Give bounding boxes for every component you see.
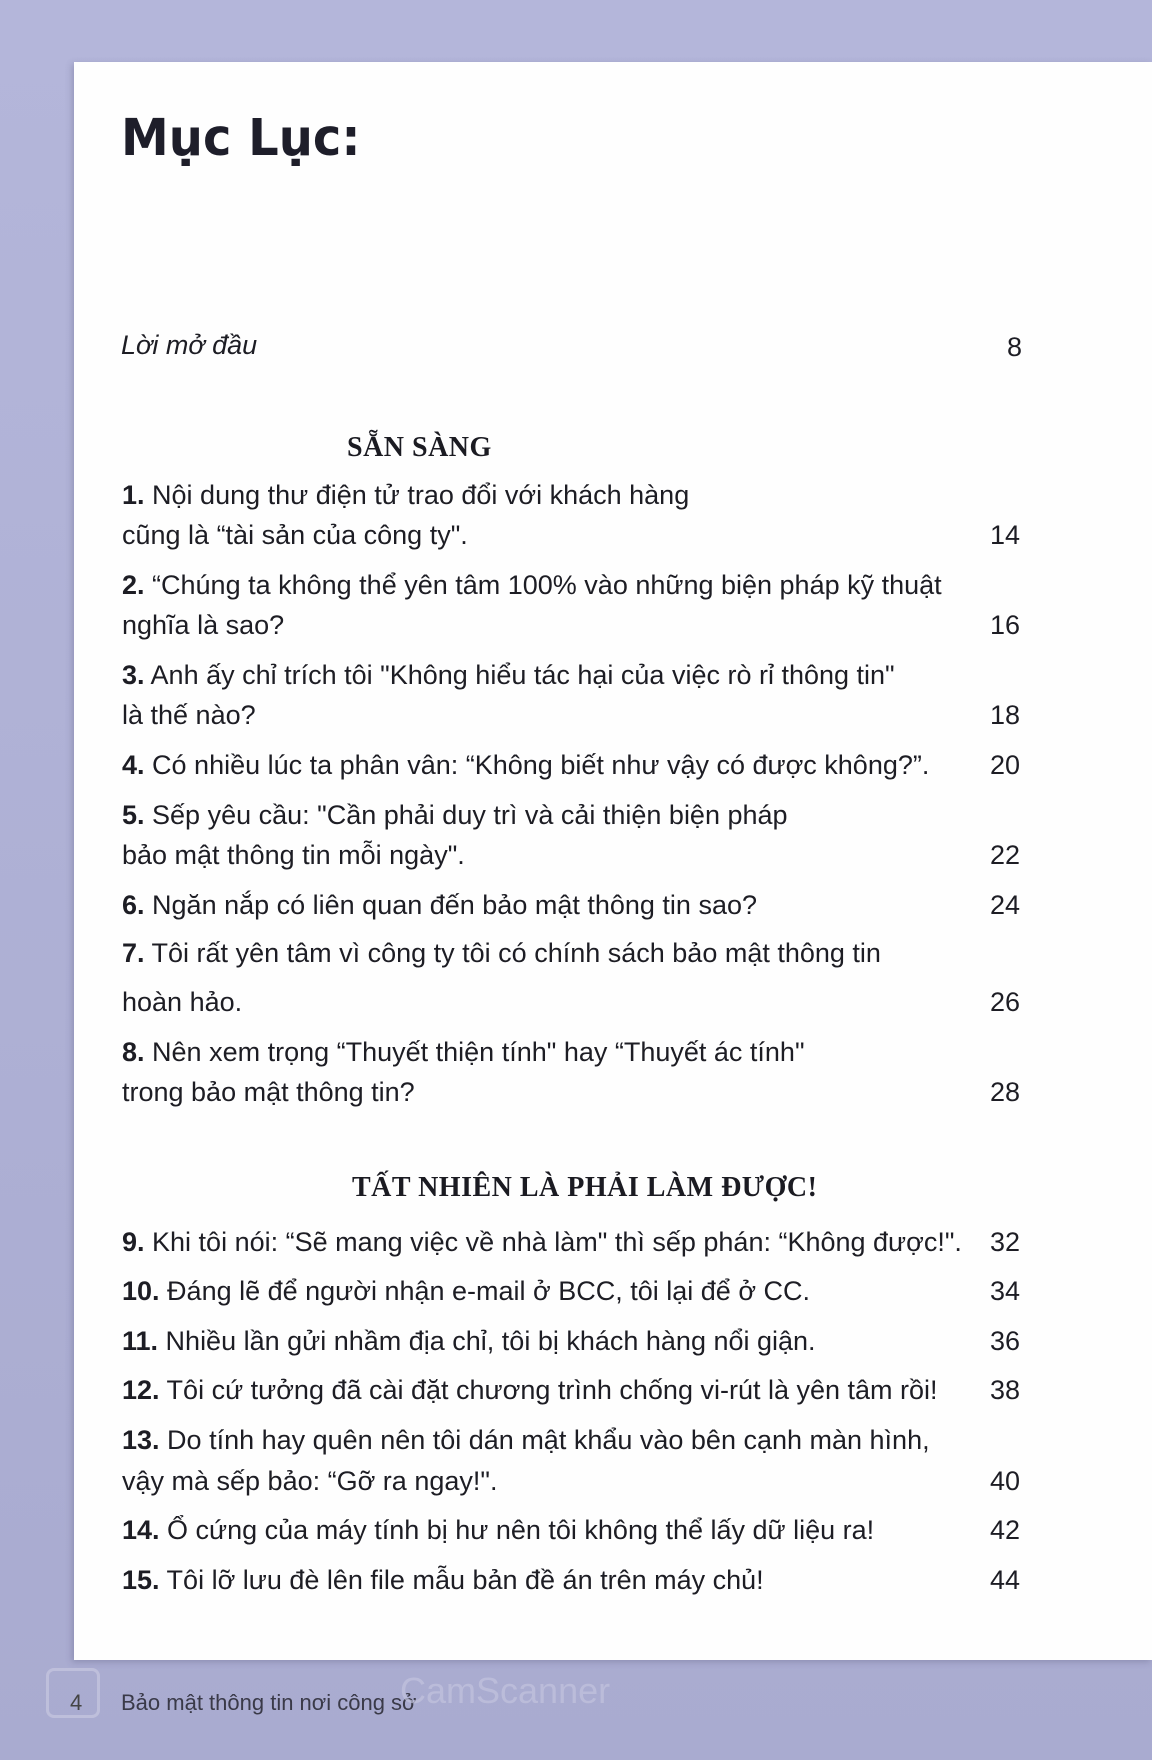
toc-entry-number: 8. <box>122 1037 145 1067</box>
toc-entry-number: 10. <box>122 1276 160 1306</box>
toc-entry-text: Ngăn nắp có liên quan đến bảo mật thông tin sao? <box>144 890 757 920</box>
footer-book-title: Bảo mật thông tin nơi công sở <box>121 1690 417 1715</box>
toc-entry-page: 28 <box>989 1077 1020 1107</box>
page-title: Mục Lục: <box>121 108 361 168</box>
toc-entry-page: 42 <box>989 1515 1020 1545</box>
toc-entry-page: 32 <box>989 1227 1020 1257</box>
toc-entry-line1 <box>122 570 1152 601</box>
toc-entry-line1 <box>122 800 1152 831</box>
toc-entry-line2: bảo mật thông tin mỗi ngày". <box>122 840 465 870</box>
toc-entry-line1 <box>122 1037 1152 1068</box>
toc-entry-text: “Chúng ta không thể yên tâm 100% vào những biện pháp kỹ thuật <box>144 570 942 600</box>
toc-entry-page: 26 <box>989 987 1020 1017</box>
toc-entry-line2: cũng là “tài sản của công ty". <box>122 520 468 550</box>
toc-entry-page: 18 <box>989 700 1020 730</box>
toc-entry-line1 <box>122 660 1152 691</box>
toc-entry-line2: hoàn hảo. <box>122 987 243 1017</box>
toc-entry-page: 20 <box>989 750 1020 780</box>
toc-entry-text: Nội dung thư điện tử trao đổi với khách hàng <box>144 480 690 510</box>
toc-entry-number: 9. <box>122 1227 145 1257</box>
toc-entry-page: 36 <box>989 1326 1020 1356</box>
toc-entry-line1 <box>122 938 1152 969</box>
section-heading-must-do: TẤT NHIÊN LÀ PHẢI LÀM ĐƯỢC! <box>352 1172 818 1203</box>
toc-entry-page: 22 <box>989 840 1020 870</box>
camscanner-watermark: CamScanner <box>400 1670 611 1711</box>
toc-entry-line1 <box>122 1425 1152 1456</box>
toc-entry-number: 5. <box>122 800 145 830</box>
toc-entry-text: Tôi lỡ lưu đè lên file mẫu bản đề án trên máy chủ! <box>159 1565 764 1595</box>
toc-entry-text: Tôi rất yên tâm vì công ty tôi có chính sách bảo mật thông tin <box>144 938 881 968</box>
toc-entry-text: Anh ấy chỉ trích tôi "Không hiểu tác hại của việc rò rỉ thông tin" <box>144 660 895 690</box>
toc-entry-number: 6. <box>122 890 145 920</box>
toc-entry-text: Khi tôi nói: “Sẽ mang việc về nhà làm" thì sếp phán: “Không được!". <box>144 1227 962 1257</box>
toc-entry-page: 24 <box>989 890 1020 920</box>
toc-entry-page: 16 <box>989 610 1020 640</box>
toc-entry-line2: vậy mà sếp bảo: “Gỡ ra ngay!". <box>122 1466 498 1496</box>
toc-entry-line2: là thế nào? <box>122 700 256 730</box>
toc-entry-text: Đáng lẽ để người nhận e-mail ở BCC, tôi lại để ở CC. <box>159 1276 811 1306</box>
section-heading-ready: SẴN SÀNG <box>347 432 492 463</box>
toc-intro-label: Lời mở đầu <box>121 330 258 360</box>
toc-entry-text: Do tính hay quên nên tôi dán mật khẩu vào bên cạnh màn hình, <box>159 1425 930 1455</box>
toc-entry-line1 <box>122 480 1152 511</box>
toc-entry-page: 34 <box>989 1276 1020 1306</box>
toc-entry-text: Có nhiều lúc ta phân vân: “Không biết như vậy có được không?”. <box>144 750 930 780</box>
toc-entry-page: 14 <box>989 520 1020 550</box>
toc-entry-number: 2. <box>122 570 145 600</box>
toc-entry-number: 14. <box>122 1515 160 1545</box>
toc-entry-number: 11. <box>122 1326 159 1356</box>
toc-intro-page: 8 <box>1006 332 1022 362</box>
toc-entry-text: Ổ cứng của máy tính bị hư nên tôi không thể lấy dữ liệu ra! <box>159 1515 875 1545</box>
toc-entry-page: 38 <box>989 1375 1020 1405</box>
toc-entry-text: Nhiều lần gửi nhầm địa chỉ, tôi bị khách hàng nổi giận. <box>158 1326 816 1356</box>
toc-entry-text: Sếp yêu cầu: "Cần phải duy trì và cải thiện biện pháp <box>144 800 788 830</box>
toc-entry-text: Nên xem trọng “Thuyết thiện tính" hay “Thuyết ác tính" <box>144 1037 805 1067</box>
toc-entry-number: 4. <box>122 750 145 780</box>
toc-entry-line2: trong bảo mật thông tin? <box>122 1077 415 1107</box>
toc-entry-text: Tôi cứ tưởng đã cài đặt chương trình chống vi-rút là yên tâm rồi! <box>159 1375 938 1405</box>
toc-entry-number: 15. <box>122 1565 160 1595</box>
toc-entry-number: 1. <box>122 480 145 510</box>
toc-entry-number: 12. <box>122 1375 160 1405</box>
toc-entry-number: 3. <box>122 660 145 690</box>
toc-entry-number: 13. <box>122 1425 160 1455</box>
toc-entry-page: 44 <box>989 1565 1020 1595</box>
toc-entry-page: 40 <box>989 1466 1020 1496</box>
footer-page-number: 4 <box>70 1690 83 1715</box>
toc-entry-number: 7. <box>122 938 145 968</box>
toc-entry-line2: nghĩa là sao? <box>122 610 285 640</box>
